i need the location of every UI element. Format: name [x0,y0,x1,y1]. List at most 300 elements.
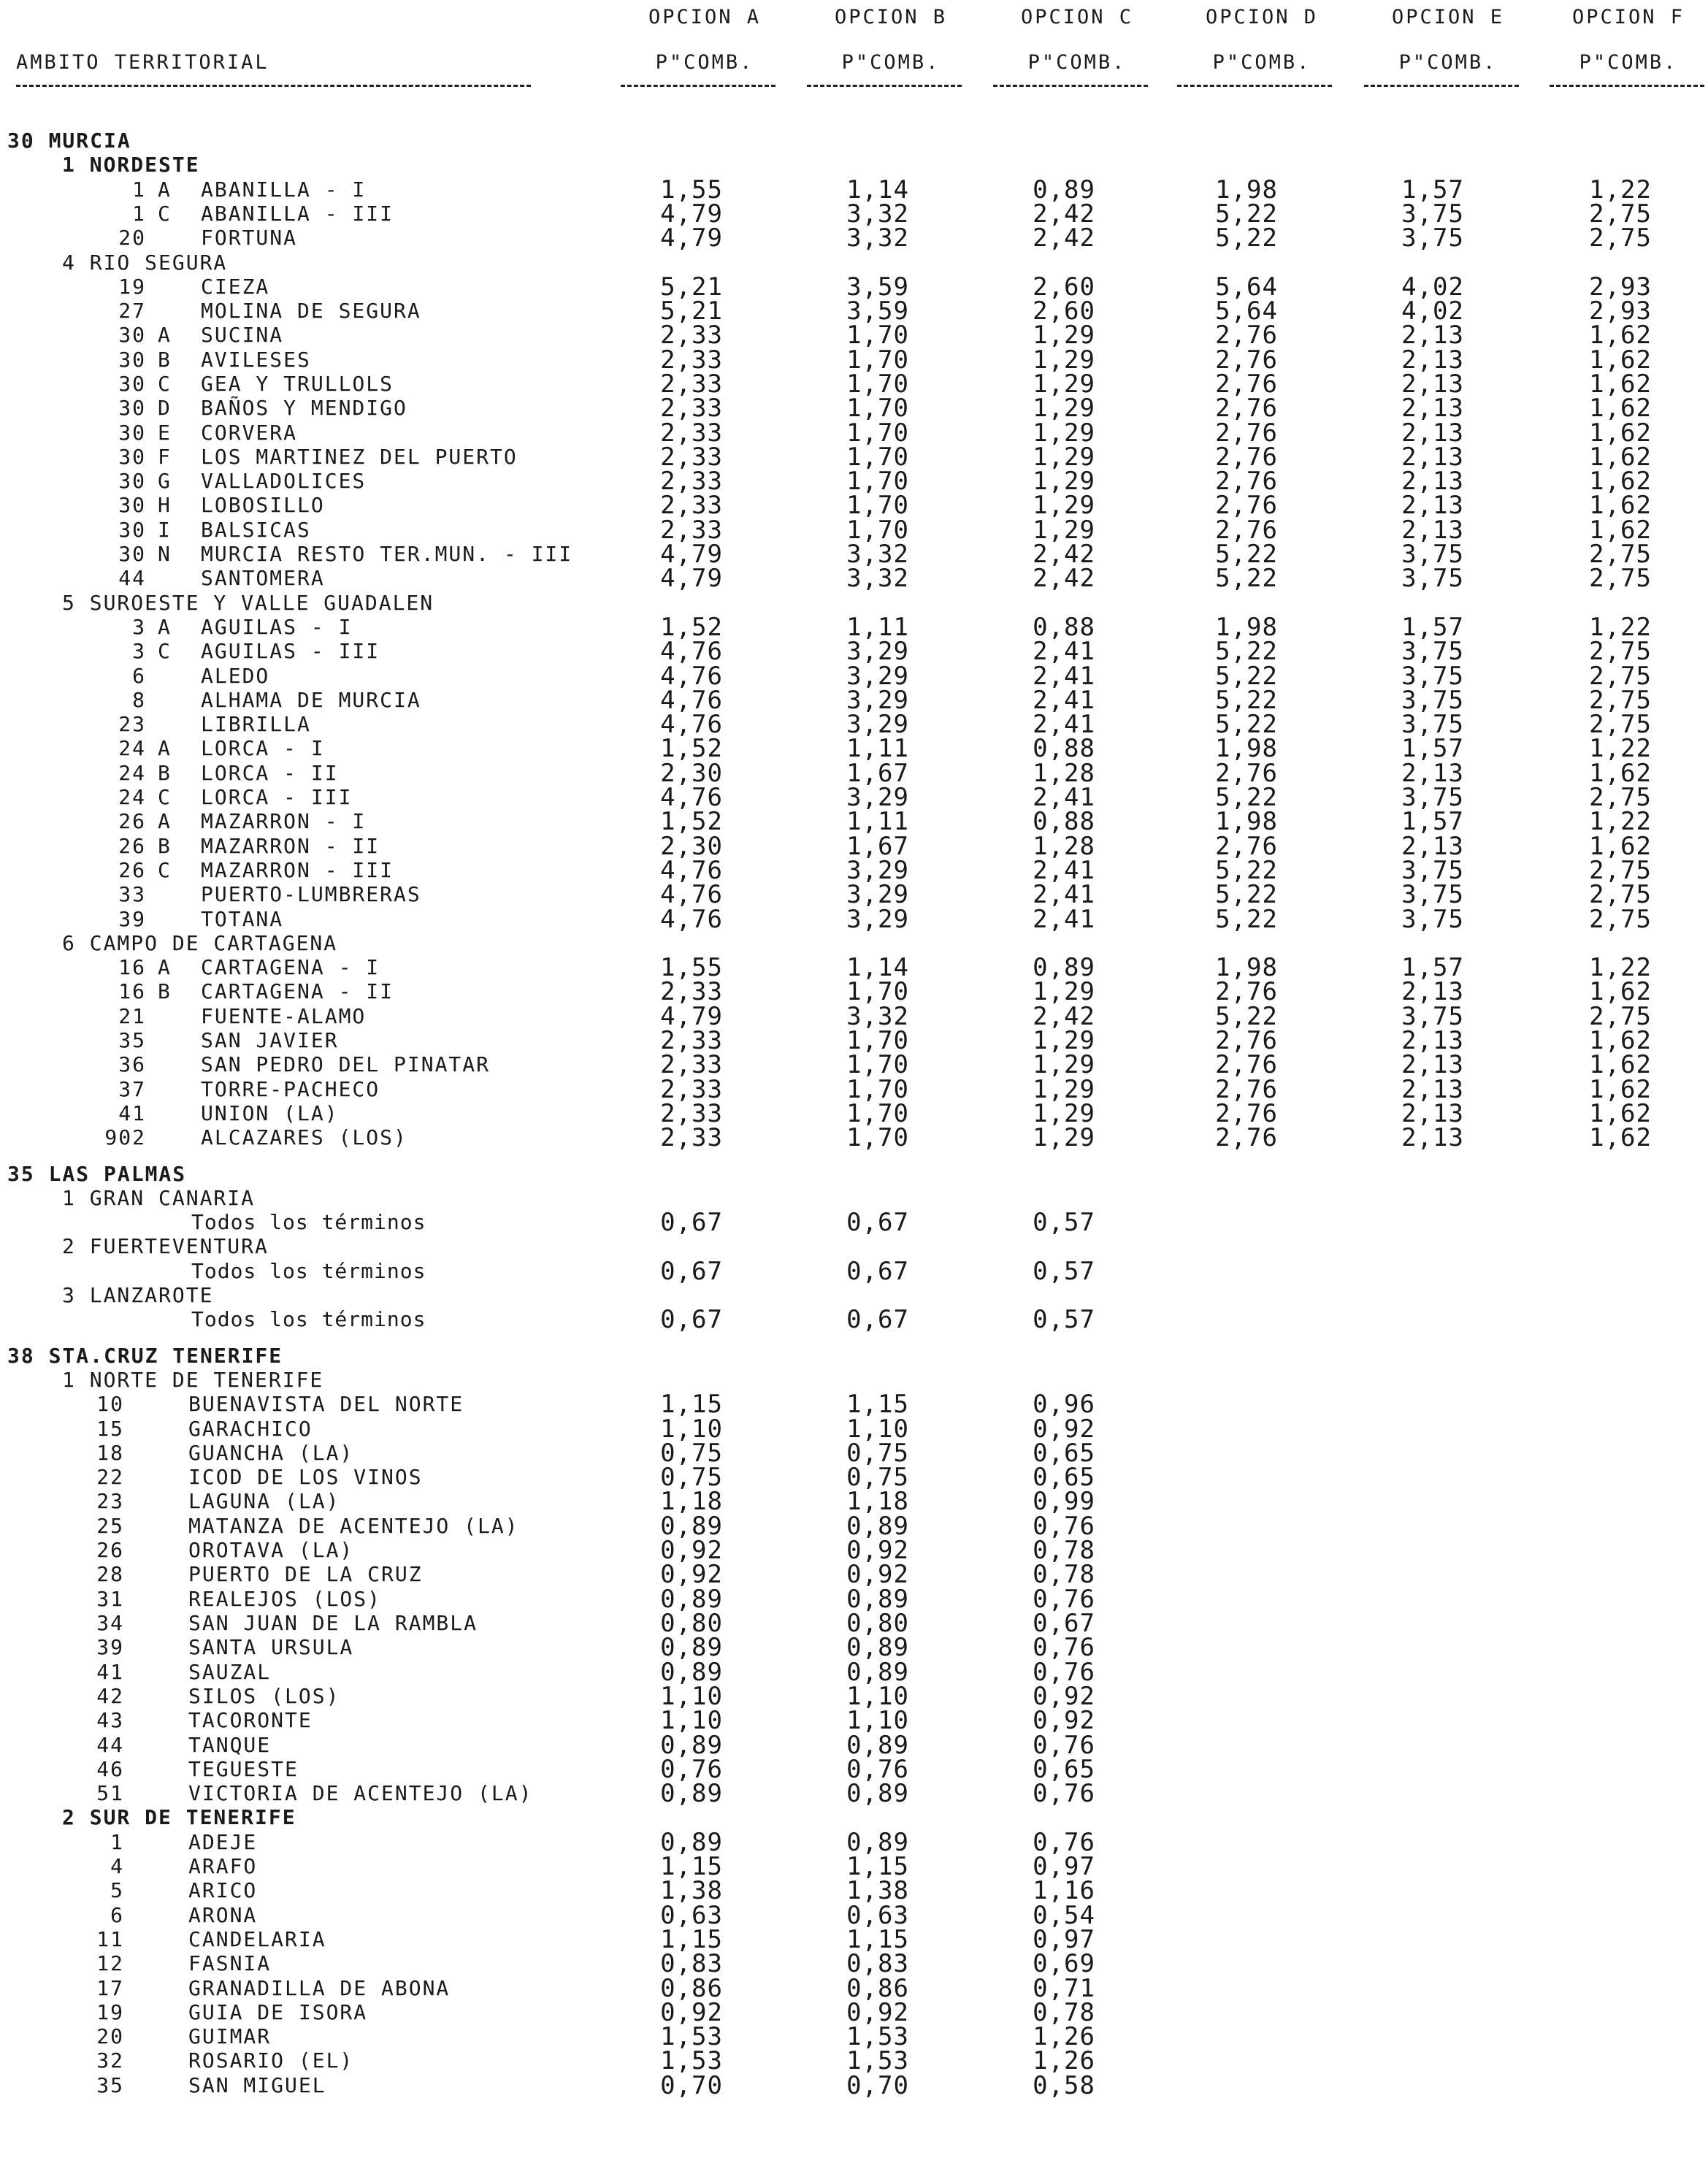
municipality-code: 41 [118,1101,146,1125]
municipality-code: 8 [132,688,146,712]
municipality-row [0,272,1708,302]
value-option-e: 2,13 [1401,491,1464,520]
municipality-name: ABANILLA - III [201,202,394,226]
value-option-c: 2,60 [1033,296,1095,326]
value-option-e: 2,13 [1401,1050,1464,1079]
value-option-c: 0,88 [1033,613,1095,642]
value-option-a: 2,33 [660,491,723,520]
value-option-b: 1,38 [846,1876,909,1905]
value-option-b: 0,75 [846,1463,909,1492]
value-option-d: 5,22 [1215,905,1278,934]
value-option-a: 2,33 [660,345,723,375]
value-option-d: 5,22 [1215,880,1278,909]
municipality-subcode: B [158,834,172,858]
value-option-a: 4,79 [660,223,723,253]
municipality-row [0,1684,1708,1709]
zone-label: 1 GRAN CANARIA [62,1186,256,1210]
value-option-d: 1,98 [1215,734,1278,763]
value-option-b: 3,29 [846,710,909,739]
value-option-e: 3,75 [1401,856,1464,885]
value-option-d: 2,76 [1215,1075,1278,1104]
municipality-row [0,1635,1708,1660]
municipality-name: TANQUE [188,1733,272,1757]
value-option-d: 2,76 [1215,321,1278,350]
value-option-c: 0,65 [1033,1439,1095,1468]
municipality-row [0,1708,1708,1733]
value-option-f: 2,75 [1589,637,1652,666]
municipality-row [0,1903,1708,1928]
value-option-a: 4,76 [660,662,723,691]
municipality-name: CORVERA [201,421,298,445]
value-option-e: 1,57 [1401,613,1464,642]
value-option-c: 0,57 [1033,1257,1095,1286]
value-option-b: 1,18 [846,1487,909,1516]
value-option-a: 5,21 [660,296,723,326]
value-option-c: 1,29 [1033,1099,1095,1128]
municipality-row [0,396,1708,421]
value-option-c: 0,57 [1033,1305,1095,1334]
value-option-e: 2,13 [1401,1123,1464,1152]
municipality-name: MATANZA DE ACENTEJO (LA) [188,1514,519,1538]
value-option-c: 0,65 [1033,1755,1095,1784]
value-option-c: 0,92 [1033,1415,1095,1444]
value-option-d: 1,98 [1215,613,1278,642]
value-option-c: 0,76 [1033,1828,1095,1857]
municipality-row [0,418,1708,448]
municipality-name: ARAFO [188,1854,258,1878]
municipality-subcode: G [158,469,172,493]
value-option-e: 3,75 [1401,1002,1464,1031]
value-option-c: 0,76 [1033,1633,1095,1662]
value-option-b: 0,67 [846,1208,909,1237]
municipality-subcode: E [158,421,172,445]
municipality-code: 15 [96,1417,124,1441]
municipality-name: GEA Y TRULLOLS [201,372,394,396]
value-option-c: 2,41 [1033,637,1095,666]
value-option-b: 1,10 [846,1706,909,1735]
value-option-c: 0,78 [1033,1536,1095,1565]
value-option-d: 5,22 [1215,783,1278,812]
value-option-f: 1,62 [1589,1123,1652,1152]
value-option-f: 2,75 [1589,686,1652,715]
zone-row [0,1283,1708,1308]
municipality-name: SAN PEDRO DEL PINATAR [201,1052,491,1076]
value-option-a: 0,89 [660,1585,723,1614]
municipality-row [0,736,1708,761]
value-option-d: 2,76 [1215,759,1278,788]
municipality-subcode: D [158,396,172,420]
value-option-b: 3,29 [846,637,909,666]
province-label: 35 LAS PALMAS [7,1162,187,1186]
municipality-name: MAZARRON - II [201,834,380,858]
value-option-c: 0,96 [1033,1390,1095,1419]
municipality-name: OROTAVA (LA) [188,1538,354,1562]
value-option-f: 1,62 [1589,1075,1652,1104]
municipality-subcode: H [158,493,172,517]
value-option-d: 1,98 [1215,175,1278,204]
value-option-b: 1,70 [846,467,909,496]
value-option-e: 2,13 [1401,1075,1464,1104]
value-option-b: 0,89 [846,1828,909,1857]
value-option-a: 2,30 [660,832,723,861]
municipality-row [0,1660,1708,1685]
value-option-e: 3,75 [1401,199,1464,229]
value-option-d: 5,22 [1215,686,1278,715]
value-option-a: 5,21 [660,272,723,302]
value-option-b: 3,59 [846,272,909,302]
municipality-name: ALCAZARES (LOS) [201,1125,407,1149]
municipality-subcode: B [158,348,172,372]
value-option-a: 4,76 [660,710,723,739]
value-option-a: 1,52 [660,613,723,642]
value-option-c: 0,69 [1033,1949,1095,1978]
municipality-name: MOLINA DE SEGURA [201,299,421,323]
value-option-b: 1,70 [846,1026,909,1055]
municipality-row [0,1976,1708,2001]
municipality-subcode: C [158,858,172,882]
value-option-d: 2,76 [1215,418,1278,448]
municipality-row [0,1562,1708,1587]
value-option-a: 1,10 [660,1706,723,1735]
value-option-c: 1,29 [1033,418,1095,448]
value-option-f: 1,62 [1589,977,1652,1006]
value-option-c: 2,41 [1033,905,1095,934]
value-option-a: 4,79 [660,1002,723,1031]
value-option-a: 0,89 [660,1731,723,1760]
municipality-name: CANDELARIA [188,1927,326,1951]
municipality-row [0,296,1708,326]
value-option-c: 2,42 [1033,564,1095,593]
value-option-e: 3,75 [1401,710,1464,739]
column-option-b: OPCION B [834,6,948,28]
value-option-d: 2,76 [1215,345,1278,375]
value-option-c: 1,29 [1033,1075,1095,1104]
column-option-d: OPCION D [1205,6,1319,28]
municipality-code: 35 [96,2073,124,2097]
zone-row [0,1805,1708,1830]
municipality-code: 902 [104,1125,146,1149]
value-option-c: 0,76 [1033,1512,1095,1541]
value-option-a: 0,75 [660,1439,723,1468]
value-option-f: 1,22 [1589,175,1652,204]
municipality-name: GUANCHA (LA) [188,1441,354,1465]
value-option-b: 0,86 [846,1974,909,2003]
municipality-subcode: A [158,177,172,202]
value-option-c: 1,29 [1033,491,1095,520]
column-sub-f: P"COMB. [1579,51,1678,74]
municipality-code: 42 [96,1684,124,1708]
value-option-b: 1,10 [846,1682,909,1711]
value-option-a: 4,76 [660,880,723,909]
value-option-a: 2,30 [660,759,723,788]
all-terms-label: Todos los términos [191,1307,426,1331]
value-option-c: 1,29 [1033,1050,1095,1079]
municipality-row [0,1392,1708,1417]
value-option-d: 2,76 [1215,1123,1278,1152]
value-option-b: 3,29 [846,686,909,715]
value-option-b: 1,70 [846,321,909,350]
municipality-subcode: A [158,615,172,639]
value-option-f: 2,75 [1589,710,1652,739]
value-option-c: 1,16 [1033,1876,1095,1905]
municipality-name: CARTAGENA - I [201,955,380,979]
municipality-name: GUIA DE ISORA [188,2000,368,2024]
value-option-a: 1,52 [660,734,723,763]
value-option-e: 2,13 [1401,759,1464,788]
value-option-a: 1,18 [660,1487,723,1516]
value-option-f: 2,75 [1589,880,1652,909]
value-option-a: 2,33 [660,977,723,1006]
value-option-c: 0,89 [1033,175,1095,204]
municipality-code: 24 [118,736,146,760]
value-option-c: 2,41 [1033,783,1095,812]
value-option-e: 3,75 [1401,540,1464,569]
value-option-d: 5,22 [1215,564,1278,593]
municipality-code: 25 [96,1514,124,1538]
municipality-code: 23 [96,1489,124,1513]
value-option-a: 0,92 [660,1560,723,1589]
value-option-b: 1,53 [846,2022,909,2051]
municipality-code: 39 [118,907,146,931]
value-option-a: 0,89 [660,1633,723,1662]
value-option-b: 1,70 [846,418,909,448]
value-option-a: 4,76 [660,856,723,885]
column-sub-c: P"COMB. [1027,51,1127,74]
value-option-b: 3,29 [846,662,909,691]
value-option-e: 2,13 [1401,443,1464,472]
value-option-c: 0,76 [1033,1658,1095,1687]
municipality-subcode: N [158,542,172,566]
value-option-b: 1,14 [846,953,909,982]
municipality-code: 44 [96,1733,124,1757]
zone-label: 2 SUR DE TENERIFE [62,1805,296,1829]
value-option-a: 2,33 [660,394,723,423]
value-option-c: 0,76 [1033,1779,1095,1808]
value-option-c: 0,65 [1033,1463,1095,1492]
value-option-b: 1,15 [846,1925,909,1954]
zone-row [0,591,1708,616]
municipality-subcode: A [158,323,172,347]
municipality-name: GRANADILLA DE ABONA [188,1976,451,2000]
municipality-row [0,688,1708,713]
municipality-row [0,1927,1708,1952]
value-option-c: 1,29 [1033,443,1095,472]
value-option-a: 2,33 [660,321,723,350]
municipality-subcode: A [158,809,172,833]
value-option-c: 0,78 [1033,1560,1095,1589]
municipality-name: FUENTE-ALAMO [201,1004,367,1028]
value-option-a: 0,67 [660,1208,723,1237]
all-terms-label: Todos los términos [191,1259,426,1283]
municipality-name: VICTORIA DE ACENTEJO (LA) [188,1781,533,1805]
value-option-f: 1,62 [1589,345,1652,375]
column-option-e: OPCION E [1391,6,1505,28]
municipality-code: 3 [132,615,146,639]
value-option-a: 2,33 [660,418,723,448]
value-option-b: 1,11 [846,807,909,836]
value-option-c: 0,99 [1033,1487,1095,1516]
value-option-b: 1,70 [846,370,909,399]
value-option-e: 2,13 [1401,832,1464,861]
value-option-c: 2,42 [1033,540,1095,569]
value-option-b: 3,32 [846,564,909,593]
value-option-d: 5,22 [1215,662,1278,691]
municipality-code: 5 [110,1878,124,1902]
value-option-a: 0,83 [660,1949,723,1978]
municipality-row [0,566,1708,591]
value-option-d: 1,98 [1215,953,1278,982]
municipality-code: 26 [118,809,146,833]
municipality-code: 20 [96,2024,124,2048]
value-option-c: 0,76 [1033,1585,1095,1614]
municipality-code: 30 [118,421,146,445]
municipality-row [0,2000,1708,2025]
municipality-row [0,907,1708,932]
municipality-code: 35 [118,1028,146,1052]
municipality-code: 6 [132,664,146,688]
municipality-code: 19 [118,275,146,299]
municipality-name: ROSARIO (EL) [188,2048,354,2072]
value-option-a: 0,80 [660,1609,723,1638]
value-option-c: 2,41 [1033,880,1095,909]
value-option-f: 2,75 [1589,1002,1652,1031]
value-option-e: 2,13 [1401,1099,1464,1128]
value-option-c: 1,29 [1033,321,1095,350]
value-option-c: 2,41 [1033,710,1095,739]
value-option-e: 2,13 [1401,345,1464,375]
value-option-f: 1,62 [1589,394,1652,423]
municipality-name: TOTANA [201,907,284,931]
municipality-row [0,2073,1708,2098]
value-option-b: 0,75 [846,1439,909,1468]
value-option-e: 3,75 [1401,662,1464,691]
municipality-subcode: A [158,736,172,760]
municipality-name: MAZARRON - I [201,809,367,833]
municipality-name: BAÑOS Y MENDIGO [201,396,407,420]
municipality-name: SAN JUAN DE LA RAMBLA [188,1611,478,1635]
zone-row [0,1234,1708,1259]
value-option-b: 0,89 [846,1779,909,1808]
value-option-b: 3,32 [846,1002,909,1031]
value-option-d: 2,76 [1215,1050,1278,1079]
municipality-row [0,1417,1708,1442]
value-option-b: 0,92 [846,1998,909,2027]
value-option-b: 1,67 [846,759,909,788]
value-option-d: 2,76 [1215,1026,1278,1055]
municipality-name: FORTUNA [201,226,298,250]
municipality-row [0,223,1708,253]
municipality-subcode: F [158,445,172,469]
municipality-name: LOS MARTINEZ DEL PUERTO [201,445,518,469]
municipality-row [0,664,1708,689]
municipality-code: 21 [118,1004,146,1028]
value-option-e: 2,13 [1401,977,1464,1006]
value-option-b: 1,70 [846,516,909,545]
value-option-c: 0,67 [1033,1609,1095,1638]
municipality-code: 27 [118,299,146,323]
municipality-name: CIEZA [201,275,270,299]
header-rule-ambito [16,85,531,87]
zone-label: 3 LANZAROTE [62,1283,214,1307]
municipality-row [0,712,1708,737]
municipality-code: 16 [118,979,146,1003]
municipality-row [0,199,1708,229]
municipality-subcode: B [158,979,172,1003]
value-option-b: 1,15 [846,1852,909,1881]
value-option-d: 5,22 [1215,710,1278,739]
value-option-a: 0,67 [660,1257,723,1286]
municipality-name: VALLADOLICES [201,469,367,493]
municipality-name: CARTAGENA - II [201,979,394,1003]
column-option-a: OPCION A [648,6,762,28]
column-sub-a: P"COMB. [655,51,754,74]
municipality-code: 51 [96,1781,124,1805]
municipality-row [0,469,1708,494]
value-option-c: 0,92 [1033,1706,1095,1735]
municipality-code: 41 [96,1660,124,1684]
value-option-b: 1,11 [846,734,909,763]
value-option-b: 1,70 [846,977,909,1006]
value-option-d: 5,22 [1215,223,1278,253]
zone-row [0,1186,1708,1211]
value-option-f: 1,62 [1589,443,1652,472]
value-option-b: 0,67 [846,1257,909,1286]
municipality-name: ADEJE [188,1830,258,1854]
value-option-c: 1,29 [1033,516,1095,545]
value-option-e: 2,13 [1401,1026,1464,1055]
value-option-a: 4,79 [660,564,723,593]
value-option-b: 0,89 [846,1633,909,1662]
value-option-a: 1,38 [660,1876,723,1905]
value-option-a: 1,15 [660,1852,723,1881]
municipality-name: AVILESES [201,348,311,372]
value-option-c: 0,76 [1033,1731,1095,1760]
value-option-b: 0,80 [846,1609,909,1638]
column-option-f: OPCION F [1571,6,1685,28]
value-option-a: 0,92 [660,1998,723,2027]
municipality-code: 12 [96,1951,124,1975]
municipality-code: 44 [118,566,146,590]
value-option-e: 1,57 [1401,734,1464,763]
municipality-name: AGUILAS - III [201,639,380,663]
value-option-e: 2,13 [1401,516,1464,545]
value-option-b: 0,92 [846,1560,909,1589]
municipality-code: 32 [96,2048,124,2072]
value-option-b: 1,67 [846,832,909,861]
value-option-b: 1,10 [846,1415,909,1444]
municipality-name: ARONA [188,1903,258,1927]
value-option-a: 2,33 [660,1075,723,1104]
value-option-e: 1,57 [1401,175,1464,204]
value-option-d: 2,76 [1215,516,1278,545]
value-option-a: 0,76 [660,1755,723,1784]
value-option-c: 1,28 [1033,759,1095,788]
municipality-name: AGUILAS - I [201,615,353,639]
value-option-e: 1,57 [1401,953,1464,982]
municipality-name: LORCA - III [201,785,353,809]
municipality-row [0,1951,1708,1976]
municipality-code: 19 [96,2000,124,2024]
value-option-a: 2,33 [660,516,723,545]
value-option-e: 2,13 [1401,467,1464,496]
municipality-name: LIBRILLA [201,712,311,736]
value-option-a: 0,75 [660,1463,723,1492]
municipality-row [0,1004,1708,1029]
header-rule-e [1364,85,1519,87]
value-option-e: 3,75 [1401,223,1464,253]
header-rule-c [993,85,1148,87]
municipality-row [0,445,1708,470]
